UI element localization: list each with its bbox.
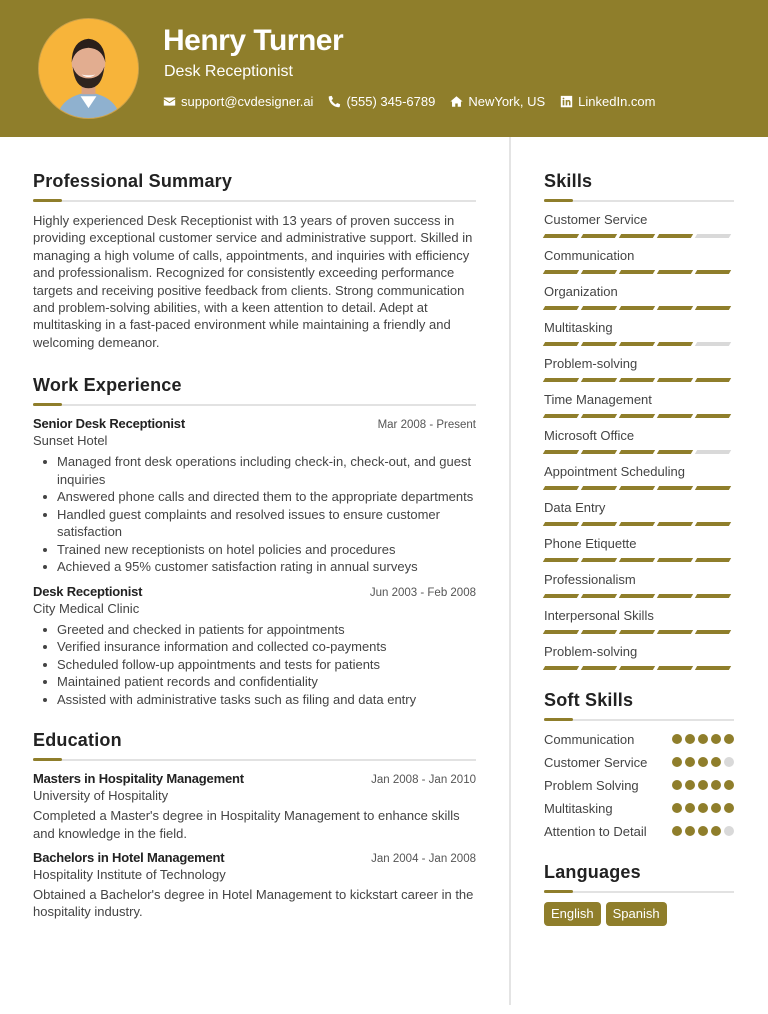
skill-bar-segment (657, 342, 693, 346)
rating-dot-icon (685, 780, 695, 790)
rating-dot-icon (724, 826, 734, 836)
skill-bar-segment (619, 486, 655, 490)
candidate-title: Desk Receptionist (164, 63, 293, 80)
soft-skill-item (544, 731, 734, 748)
skill-bar-segment (581, 630, 617, 634)
soft-skill-rating (669, 757, 734, 767)
soft-skill-rating (669, 826, 734, 836)
soft-skill-name: Attention to Detail (544, 824, 647, 839)
section-title: Languages (544, 862, 641, 882)
skill-bar-segment (619, 378, 655, 382)
skill-item (544, 283, 734, 310)
soft-skill-item (544, 800, 734, 817)
soft-skill-item (544, 754, 734, 771)
language-tag: Spanish (606, 902, 667, 926)
skill-item (544, 499, 734, 526)
rating-dot-icon (724, 757, 734, 767)
education-section (33, 730, 476, 921)
skill-level-bar (544, 522, 734, 526)
skill-item (544, 211, 734, 238)
section-rule (544, 891, 734, 893)
section-rule (33, 200, 476, 202)
home-icon (450, 95, 463, 108)
skill-bar-segment (543, 270, 579, 274)
linkedin-icon (560, 95, 573, 108)
soft-skill-name: Customer Service (544, 755, 648, 770)
phone-icon (328, 95, 341, 108)
skill-bar-segment (695, 666, 731, 670)
skill-bar-segment (543, 666, 579, 670)
skill-bar-segment (581, 378, 617, 382)
contact-location (450, 94, 545, 109)
skill-bar-segment (543, 306, 579, 310)
skill-level-bar (544, 378, 734, 382)
skill-item (544, 643, 734, 670)
skill-bar-segment (581, 666, 617, 670)
skill-bar-segment (543, 486, 579, 490)
skill-bar-segment (695, 234, 731, 238)
rating-dot-icon (724, 734, 734, 744)
skill-bar-segment (695, 342, 731, 346)
soft-skills-section (544, 690, 734, 840)
skill-bar-segment (695, 486, 731, 490)
soft-skills-list (544, 731, 734, 840)
skill-level-bar (544, 666, 734, 670)
skill-bar-segment (657, 666, 693, 670)
skill-bar-segment (695, 414, 731, 418)
profile-photo (38, 18, 139, 119)
degree-title: Bachelors in Hotel Management (33, 850, 225, 866)
contact-phone[interactable] (328, 94, 435, 109)
skill-bar-segment (619, 306, 655, 310)
skill-bar-segment (543, 450, 579, 454)
rating-dot-icon (698, 803, 708, 813)
rating-dot-icon (685, 757, 695, 767)
bullet-item: Scheduled follow-up appointments and tests for patients (33, 656, 476, 674)
languages-list (544, 902, 734, 926)
skill-bar-segment (619, 450, 655, 454)
school-name: University of Hospitality (33, 788, 169, 804)
skill-bar-segment (581, 594, 617, 598)
bullet-item: Maintained patient records and confidentiality (33, 673, 476, 691)
skill-level-bar (544, 486, 734, 490)
main-column (33, 137, 476, 921)
section-title: Soft Skills (544, 690, 634, 710)
rating-dot-icon (711, 803, 721, 813)
skill-item (544, 319, 734, 346)
bullet-item: Assisted with administrative tasks such as filing and data entry (33, 691, 476, 709)
section-rule (544, 200, 734, 202)
skill-item (544, 463, 734, 490)
education-entry (33, 850, 476, 921)
skill-name: Customer Service (544, 212, 648, 227)
skill-bar-segment (695, 630, 731, 634)
soft-skill-item (544, 777, 734, 794)
sidebar-column (544, 137, 734, 926)
skill-bar-segment (581, 270, 617, 274)
section-rule (33, 404, 476, 406)
section-title: Professional Summary (33, 171, 233, 191)
skill-name: Time Management (544, 392, 652, 407)
job-title: Desk Receptionist (33, 583, 143, 599)
skill-level-bar (544, 306, 734, 310)
skill-level-bar (544, 558, 734, 562)
skills-section (544, 171, 734, 670)
job-bullets (33, 453, 476, 576)
summary-section (33, 171, 476, 351)
skill-bar-segment (581, 306, 617, 310)
skill-name: Interpersonal Skills (544, 608, 654, 623)
rating-dot-icon (672, 803, 682, 813)
skill-bar-segment (695, 522, 731, 526)
skill-bar-segment (619, 594, 655, 598)
education-description: Completed a Master's degree in Hospitality Management to enhance skills and knowledge in the field. (33, 808, 460, 841)
skill-bar-segment (581, 522, 617, 526)
skill-item (544, 607, 734, 634)
skill-bar-segment (543, 594, 579, 598)
skill-bar-segment (581, 342, 617, 346)
skill-bar-segment (657, 594, 693, 598)
skill-bar-segment (657, 234, 693, 238)
skill-item (544, 355, 734, 382)
rating-dot-icon (698, 734, 708, 744)
bullet-item: Greeted and checked in patients for appointments (33, 621, 476, 639)
rating-dot-icon (698, 757, 708, 767)
section-title: Education (33, 730, 122, 751)
job-bullets (33, 621, 476, 709)
skill-level-bar (544, 342, 734, 346)
candidate-name: Henry Turner (163, 24, 344, 57)
skill-level-bar (544, 270, 734, 274)
skills-list (544, 211, 734, 670)
bullet-item: Trained new receptionists on hotel policies and procedures (33, 541, 476, 559)
skill-bar-segment (657, 558, 693, 562)
soft-skill-name: Communication (544, 732, 635, 747)
skill-item (544, 427, 734, 454)
skill-bar-segment (695, 378, 731, 382)
skill-bar-segment (657, 630, 693, 634)
skill-bar-segment (581, 234, 617, 238)
rating-dot-icon (672, 780, 682, 790)
skill-name: Microsoft Office (544, 428, 635, 443)
skill-bar-segment (619, 342, 655, 346)
skill-bar-segment (581, 486, 617, 490)
skill-bar-segment (543, 234, 579, 238)
skill-bar-segment (657, 378, 693, 382)
rating-dot-icon (672, 757, 682, 767)
skill-bar-segment (581, 558, 617, 562)
soft-skill-name: Problem Solving (544, 778, 639, 793)
section-title: Skills (544, 171, 593, 191)
soft-skill-rating (669, 780, 734, 790)
skill-bar-segment (619, 522, 655, 526)
job-dates: Mar 2008 - Present (377, 419, 476, 432)
education-dates: Jan 2008 - Jan 2010 (371, 774, 476, 787)
skill-bar-segment (619, 630, 655, 634)
rating-dot-icon (698, 780, 708, 790)
rating-dot-icon (685, 734, 695, 744)
rating-dot-icon (685, 826, 695, 836)
school-name: Hospitality Institute of Technology (33, 867, 226, 883)
job-dates: Jun 2003 - Feb 2008 (369, 586, 476, 599)
job-entry (33, 416, 476, 576)
skill-bar-segment (543, 414, 579, 418)
envelope-icon (163, 95, 176, 108)
section-title: Work Experience (33, 375, 182, 396)
language-tag: English (544, 902, 601, 926)
skill-bar-segment (657, 450, 693, 454)
skill-level-bar (544, 414, 734, 418)
skill-level-bar (544, 630, 734, 634)
rating-dot-icon (698, 826, 708, 836)
contact-phone-text: (555) 345-6789 (346, 94, 436, 109)
skill-bar-segment (695, 558, 731, 562)
section-rule (33, 759, 476, 761)
skill-bar-segment (695, 270, 731, 274)
skill-bar-segment (543, 522, 579, 526)
soft-skill-rating (669, 803, 734, 813)
column-divider (509, 137, 511, 1005)
rating-dot-icon (711, 826, 721, 836)
section-rule (544, 719, 734, 721)
bullet-item: Handled guest complaints and resolved issues to ensure customer satisfaction (33, 506, 476, 541)
skill-bar-segment (619, 666, 655, 670)
soft-skill-rating (669, 734, 734, 744)
skill-bar-segment (695, 450, 731, 454)
languages-section (544, 862, 734, 926)
summary-text: Highly experienced Desk Receptionist with 13 years of proven success in providing exceptional customer service and administrative support. Skilled in managing a high volume of calls, appointments, and inquiries with efficiency and professionalism. Recognized for consistently exceeding performance targets and receiving positive feedback from clients. Strong communication and problem-solving abilities, with a keen attention to detail. Adept at multitasking in a fast-paced environment while maintaining a friendly and welcoming demeanor. (33, 213, 473, 350)
skill-bar-segment (581, 450, 617, 454)
skill-bar-segment (657, 522, 693, 526)
rating-dot-icon (711, 780, 721, 790)
skill-level-bar (544, 234, 734, 238)
person-portrait-icon (39, 19, 138, 118)
bullet-item: Answered phone calls and directed them to the appropriate departments (33, 488, 476, 506)
skill-item (544, 391, 734, 418)
rating-dot-icon (724, 780, 734, 790)
skill-bar-segment (619, 558, 655, 562)
resume-header (0, 0, 768, 137)
contact-email-text: support@cvdesigner.ai (181, 94, 314, 109)
skill-bar-segment (543, 630, 579, 634)
skill-bar-segment (619, 270, 655, 274)
skill-level-bar (544, 450, 734, 454)
skill-bar-segment (581, 414, 617, 418)
skill-item (544, 247, 734, 274)
skill-bar-segment (543, 378, 579, 382)
rating-dot-icon (724, 803, 734, 813)
contact-list (163, 94, 671, 109)
skill-name: Problem-solving (544, 644, 638, 659)
skill-item (544, 571, 734, 598)
skill-item (544, 535, 734, 562)
contact-email[interactable] (163, 94, 313, 109)
skill-name: Data Entry (544, 500, 606, 515)
skill-bar-segment (657, 306, 693, 310)
skill-name: Multitasking (544, 320, 613, 335)
skill-name: Problem-solving (544, 356, 638, 371)
skill-name: Appointment Scheduling (544, 464, 685, 479)
job-company: Sunset Hotel (33, 433, 108, 449)
rating-dot-icon (711, 734, 721, 744)
job-entry (33, 584, 476, 709)
contact-location-text: NewYork, US (468, 94, 546, 109)
contact-linkedin-text: LinkedIn.com (578, 94, 656, 109)
skill-bar-segment (695, 306, 731, 310)
skill-bar-segment (657, 270, 693, 274)
bullet-item: Verified insurance information and collected co-payments (33, 638, 476, 656)
rating-dot-icon (672, 826, 682, 836)
soft-skill-name: Multitasking (544, 801, 613, 816)
contact-linkedin[interactable] (560, 94, 655, 109)
soft-skill-item (544, 823, 734, 840)
experience-section (33, 375, 476, 708)
job-title: Senior Desk Receptionist (33, 416, 185, 432)
education-entry (33, 771, 476, 842)
rating-dot-icon (711, 757, 721, 767)
skill-name: Professionalism (544, 572, 636, 587)
rating-dot-icon (672, 734, 682, 744)
skill-bar-segment (695, 594, 731, 598)
bullet-item: Achieved a 95% customer satisfaction rating in annual surveys (33, 558, 476, 576)
skill-name: Phone Etiquette (544, 536, 637, 551)
skill-bar-segment (619, 414, 655, 418)
education-description: Obtained a Bachelor's degree in Hotel Management to kickstart career in the hospitality industry. (33, 887, 474, 920)
skill-bar-segment (543, 342, 579, 346)
degree-title: Masters in Hospitality Management (33, 771, 244, 787)
skill-bar-segment (619, 234, 655, 238)
job-company: City Medical Clinic (33, 600, 140, 616)
skill-bar-segment (657, 486, 693, 490)
skill-name: Communication (544, 248, 635, 263)
bullet-item: Managed front desk operations including check-in, check-out, and guest inquiries (33, 453, 476, 488)
skill-bar-segment (657, 414, 693, 418)
skill-level-bar (544, 594, 734, 598)
rating-dot-icon (685, 803, 695, 813)
skill-name: Organization (544, 284, 618, 299)
education-dates: Jan 2004 - Jan 2008 (371, 853, 476, 866)
skill-bar-segment (543, 558, 579, 562)
